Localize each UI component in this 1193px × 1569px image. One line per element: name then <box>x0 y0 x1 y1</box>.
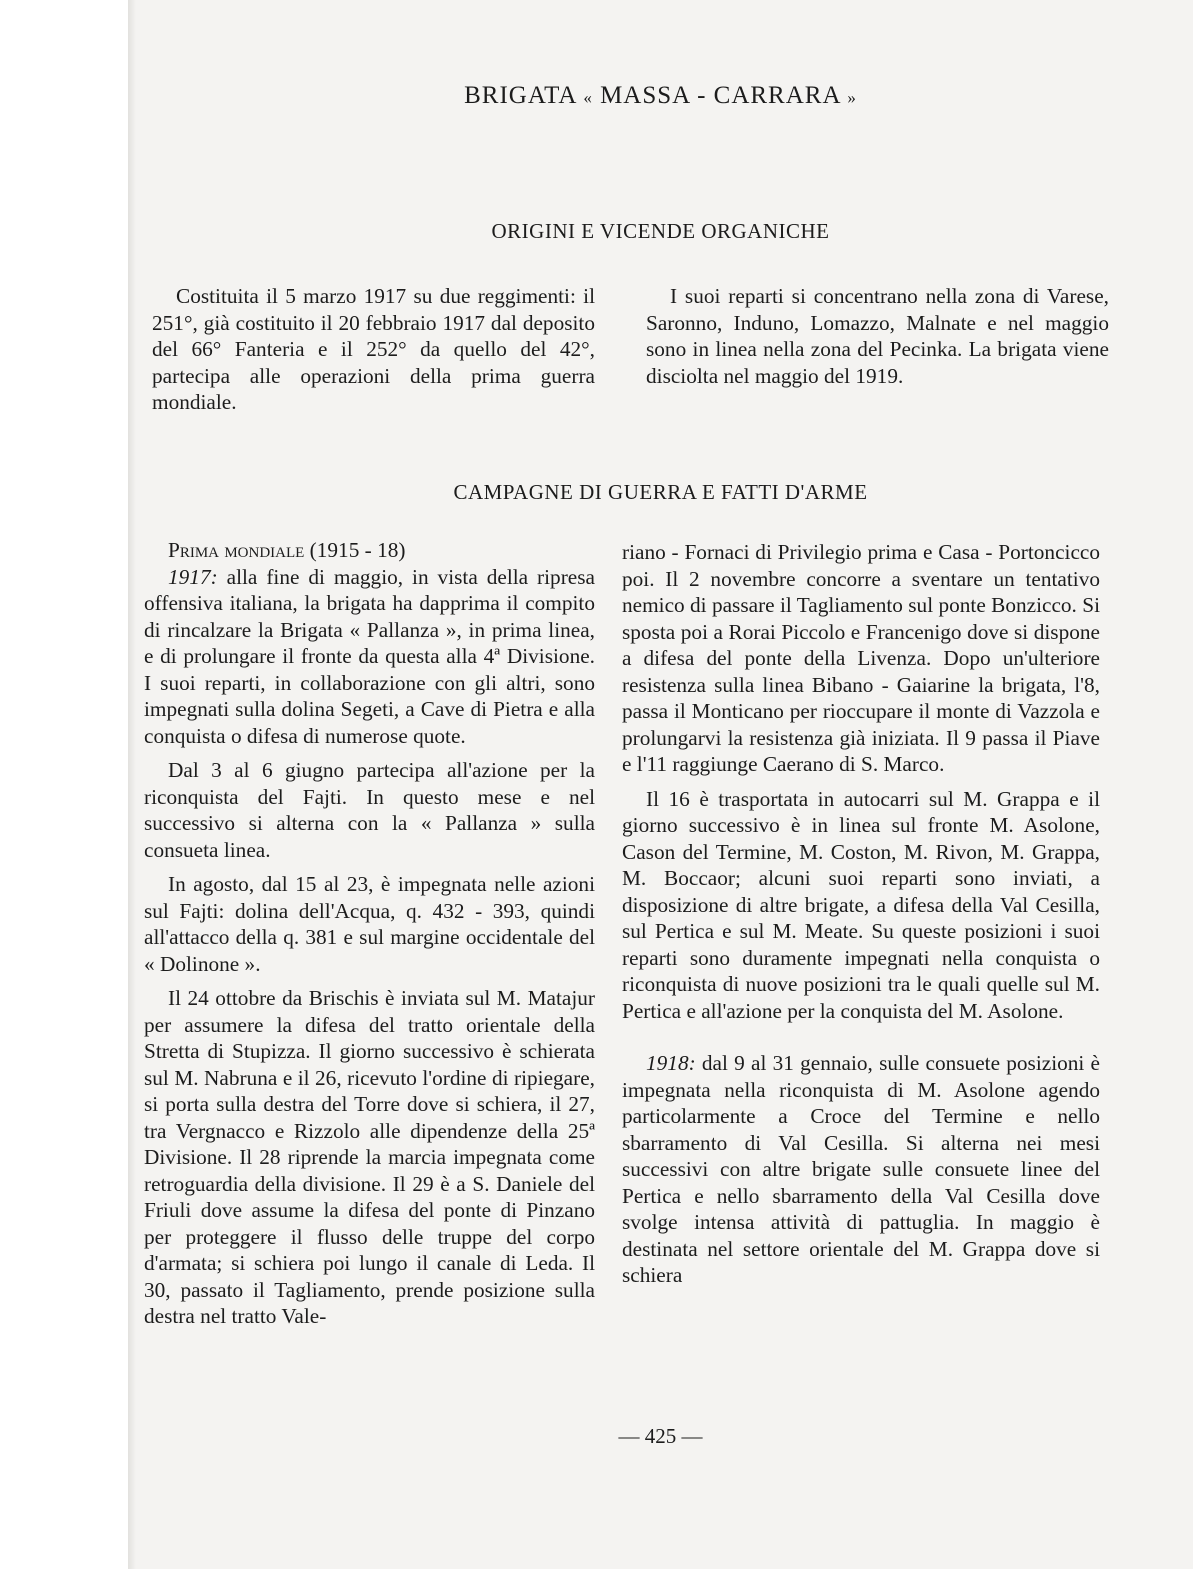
origini-right-paragraph: I suoi reparti si concentrano nella zona di Varese, Saronno, Induno, Lomazzo, Malnate e nel maggio sono in linea nella zona del Pecinka. La brigata viene disciolta nel maggio del 1919. <box>646 284 1109 388</box>
title-close-quote: » <box>847 88 857 107</box>
page-title <box>128 82 1193 110</box>
section-heading-campagne: CAMPAGNE DI GUERRA E FATTI D'ARME <box>453 480 868 504</box>
title-prefix: BRIGATA <box>464 82 577 109</box>
paragraph-agosto: In agosto, dal 15 al 23, è impegnata nelle azioni sul Fajti: dolina dell'Acqua, q. 432 - 393, quindi all'attacco della q. 381 e sul margine occidentale del « Dolinone ». <box>144 872 595 976</box>
section-rubric: Prima mondiale (1915 - 18) <box>168 538 406 562</box>
page-number: — 425 — <box>618 1424 703 1448</box>
title-name: MASSA - CARRARA <box>600 82 841 109</box>
origini-left-paragraph: Costituita il 5 marzo 1917 su due reggimenti: il 251°, già costituito il 20 febbraio 1917 dal deposito del 66° Fanteria e il 252° da quello del 42°, partecipa alle operazioni della prima guerra mondiale. <box>152 284 595 414</box>
paragraph-ottobre: Il 24 ottobre da Brischis è inviata sul M. Matajur per assumere la difesa del tratto orientale della Stretta di Stupizza. Il giorno successivo è schierata sul M. Nabruna e il 26, ricevuto l'ordine di ripiegare, si porta sulla destra del Torre dove si schiera, il 27, tra Vergnacco e Rizzolo alle dipendenze della 25ª Divisione. Il 28 riprende la marcia impegnata come retroguardia della divisione. Il 29 è a S. Daniele del Friuli dove assume la difesa del ponte di Pinzano per proteggere il flusso delle truppe del corpo d'armata; si schiera poi lungo il canale di Leda. Il 30, passato il Tagliamento, prende posizione sulla destra nel tratto Vale- <box>144 986 595 1328</box>
paragraph-grappa: Il 16 è trasportata in autocarri sul M. Grappa e il giorno successivo è in linea sul fronte M. Asolone, Cason del Termine, M. Coston, M. Rivon, M. Grappa, M. Boccaor; alcuni suoi reparti sono inviati, a disposizione di altre brigate, a difesa della Val Cesilla, sul Pertica e sul M. Meate. Su queste posizioni i suoi reparti sono duramente impegnati nella conquista o riconquista di nuove posizioni tra le quali quelle sul M. Pertica e all'azione per la conquista del M. Asolone. <box>622 786 1100 1023</box>
book-page <box>128 0 1193 1569</box>
title-open-quote: « <box>583 88 593 107</box>
paragraph-1917-text: alla fine di maggio, in vista della ripresa offensiva italiana, la brigata ha dapprima il compito di rincalzare la Brigata « Pallanza », in prima linea, e di prolungare il fronte da questa alla 4ª Divisione. I suoi reparti, in collaborazione con gli altri, sono impegnati sulla dolina Segeti, a Cave di Pietra e alla conquista o difesa di numerose quote. <box>144 564 595 748</box>
campagne-right-column <box>622 539 1100 1289</box>
paragraph-giugno: Dal 3 al 6 giugno partecipa all'azione per la riconquista del Fajti. In questo mese e nel successivo si alterna con la « Pallanza » sulla consueta linea. <box>144 758 595 862</box>
year-label-1917: 1917: <box>168 564 218 589</box>
paragraph-1917 <box>144 564 595 750</box>
campagne-left-column <box>144 537 595 1330</box>
section-heading-origini: ORIGINI E VICENDE ORGANICHE <box>491 219 830 243</box>
paragraph-novembre: riano - Fornaci di Privilegio prima e Casa - Portoncicco poi. Il 2 novembre concorre a sventare un tentativo nemico di passare il Tagliamento sul ponte Bonzicco. Si sposta poi a Rorai Piccolo e Francenigo dove si dispone a difesa del ponte della Livenza. Dopo un'ulteriore resistenza sulla linea Bibano - Gaiarine la brigata, l'8, passa il Monticano per rioccupare il monte di Vazzola e prolungarvi la resistenza già iniziata. Il 9 passa il Piave e l'11 raggiunge Caerano di S. Marco. <box>622 540 1100 776</box>
origini-left-column <box>152 283 595 416</box>
paragraph-1918-text: dal 9 al 31 gennaio, sulle consuete posizioni è impegnata nella riconquista di M. Asolone agendo particolarmente a Croce del Termine e nello sbarramento di Val Cesilla. Si alterna nei mesi successivi con altre brigate sulle consuete linee del Pertica e nello sbarramento della Val Cesilla dove svolge intensa attività di pattuglia. In maggio è destinata nel settore orientale del M. Grappa dove si schiera <box>622 1051 1100 1287</box>
origini-right-column <box>646 283 1109 389</box>
year-label-1918: 1918: <box>646 1051 696 1075</box>
paragraph-1918 <box>622 1050 1100 1289</box>
